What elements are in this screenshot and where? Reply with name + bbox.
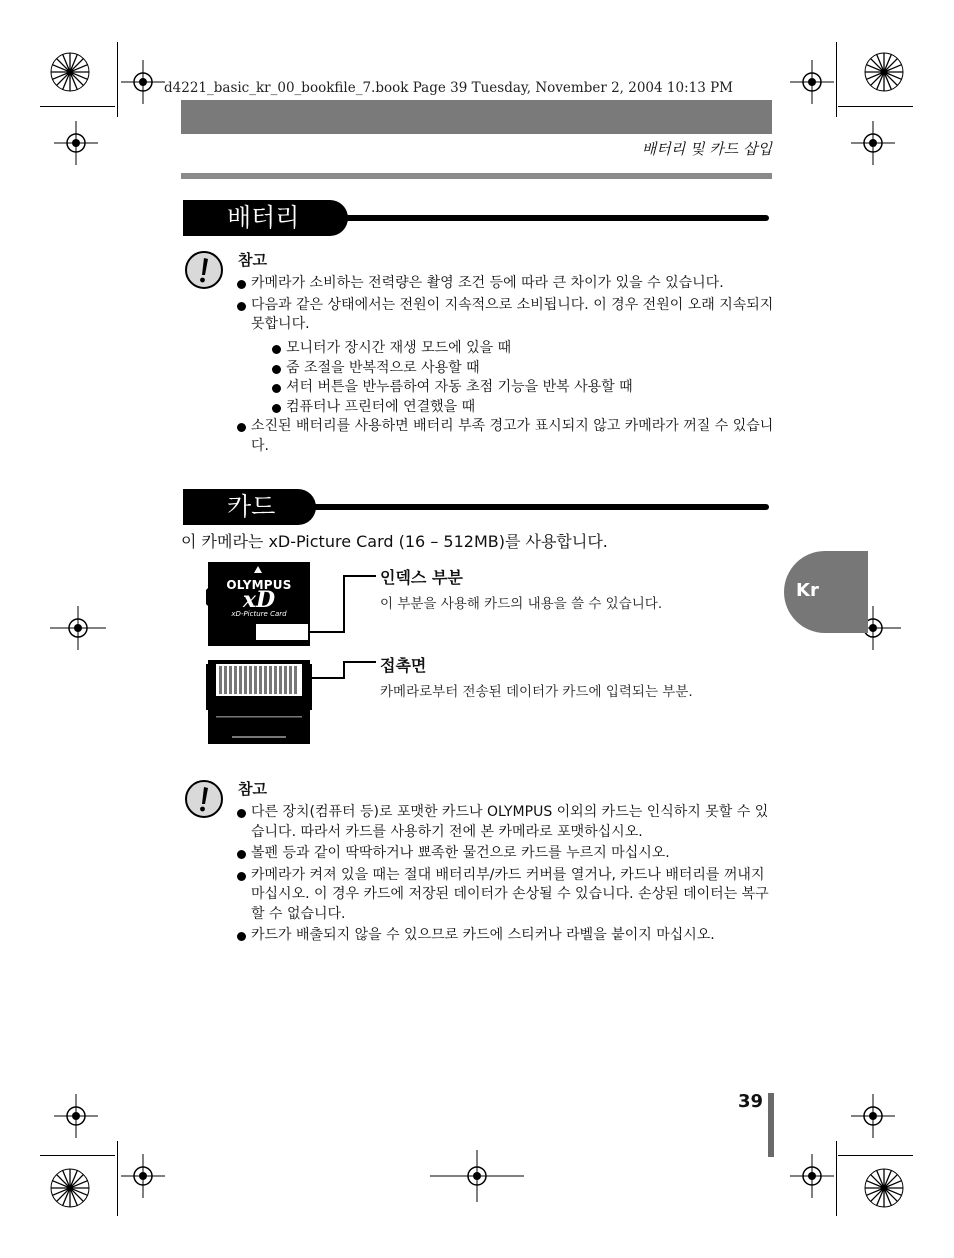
card-front-illustration (206, 562, 312, 646)
card-heading-label: 카드 (183, 489, 316, 525)
list-item: 다음과 같은 상태에서는 전원이 지속적으로 소비됩니다. 이 경우 전원이 오래 지속되지 못합니다. (237, 296, 777, 335)
list-item: 줌 조절을 반복적으로 사용할 때 (272, 359, 772, 379)
leader-lines (300, 570, 380, 690)
heading-rule (343, 215, 769, 221)
card-logo: xD (242, 587, 276, 613)
list-item: 카드가 배출되지 않을 수 있으므로 카드에 스티커나 라벨을 붙이지 마십시오. (237, 926, 777, 946)
contact-area-title: 접촉면 (380, 656, 427, 675)
battery-last-bullet (237, 417, 777, 456)
card-intro: 이 카메라는 xD-Picture Card (16 – 512MB)를 사용합니다. (181, 532, 608, 551)
list-item: 볼펜 등과 같이 딱딱하거나 뾰족한 물건으로 카드를 누르지 마십시오. (237, 844, 777, 864)
card-brand: OLYMPUS (226, 578, 292, 592)
language-tab-label: Kr (796, 580, 819, 601)
header-rule (181, 173, 772, 179)
page-number: 39 (738, 1091, 764, 1112)
list-item: 다른 장치(컴퓨터 등)로 포맷한 카드나 OLYMPUS 이외의 카드는 인식하지 못할 수 있습니다. 따라서 카드를 사용하기 전에 본 카메라로 포맷하십시오. (237, 803, 777, 842)
battery-sub-bullets (272, 339, 772, 417)
running-head: 배터리 및 카드 삽입 (641, 140, 772, 158)
card-back-illustration (206, 660, 312, 744)
battery-note-title: 참고 (238, 251, 267, 269)
page-number-bar (768, 1093, 774, 1157)
battery-bullets (237, 274, 777, 335)
list-item: 컴퓨터나 프린터에 연결했을 때 (272, 398, 772, 418)
heading-rule (311, 504, 769, 510)
print-header: d4221_basic_kr_00_bookfile_7.book Page 39 Tuesday, November 2, 2004 10:13 PM (164, 80, 733, 96)
contact-area-desc: 카메라로부터 전송된 데이터가 카드에 입력되는 부분. (380, 684, 693, 700)
list-item: 모니터가 장시간 재생 모드에 있을 때 (272, 339, 772, 359)
list-item: 카메라가 켜져 있을 때는 절대 배터리부/카드 커버를 열거나, 카드나 배터리를 꺼내지 마십시오. 이 경우 카드에 저장된 데이터가 손상될 수 있습니다. 손상된 데이터는 복구할 수 없습니다. (237, 866, 777, 925)
card-note-title: 참고 (238, 780, 267, 798)
note-icon (184, 250, 224, 290)
index-area-title: 인덱스 부분 (380, 568, 463, 587)
card-sub-label: xD-Picture Card (231, 610, 287, 618)
card-bullets (237, 803, 777, 946)
list-item: 소진된 배터리를 사용하면 배터리 부족 경고가 표시되지 않고 카메라가 꺼질 수 있습니다. (237, 417, 777, 456)
list-item: 셔터 버튼을 반누름하여 자동 초점 기능을 반복 사용할 때 (272, 378, 772, 398)
list-item: 카메라가 소비하는 전력량은 촬영 조건 등에 따라 큰 차이가 있을 수 있습니다. (237, 274, 777, 294)
battery-heading-label: 배터리 (183, 200, 348, 236)
index-area-desc: 이 부분을 사용해 카드의 내용을 쓸 수 있습니다. (380, 596, 663, 612)
note-icon (184, 779, 224, 819)
header-bar (181, 100, 772, 134)
